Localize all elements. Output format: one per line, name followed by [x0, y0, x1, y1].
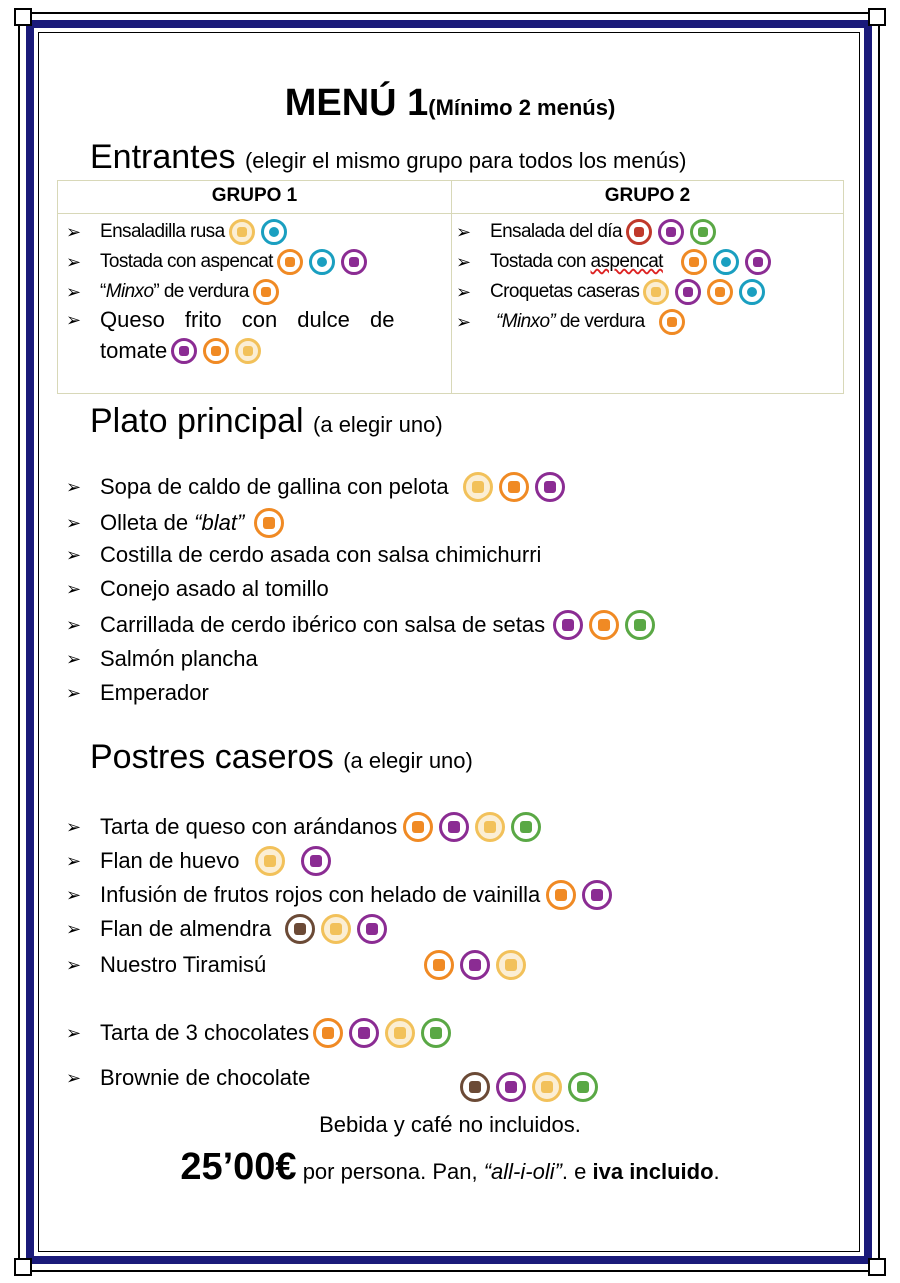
allioli-text: “all-i-oli” [483, 1159, 562, 1184]
grupo2-header: GRUPO 2 [604, 185, 691, 206]
dish-name: Emperador [100, 680, 209, 705]
purple-allergen-icon [675, 279, 701, 305]
orange-allergen-icon [313, 1018, 343, 1048]
dish-name: Queso frito con dulce de [100, 307, 395, 332]
grupo1-header: GRUPO 1 [211, 185, 298, 206]
allergen-icons [313, 1018, 451, 1048]
green-allergen-icon [421, 1018, 451, 1048]
purple-allergen-icon [349, 1018, 379, 1048]
quote-open: “ [100, 281, 106, 302]
arrow-bullet-icon: ➢ [66, 309, 82, 330]
dish-name: Salmón plancha [100, 646, 258, 671]
dish-name: Infusión de frutos rojos con helado de vainilla [100, 882, 541, 907]
arrow-bullet-icon: ➢ [66, 614, 82, 635]
arrow-bullet-icon: ➢ [66, 648, 82, 669]
arrow-bullet-icon: ➢ [66, 544, 82, 565]
price-text-sep: . e [561, 1159, 593, 1184]
dish-name-underlined: aspencat [590, 251, 663, 272]
blue-allergen-icon [261, 219, 287, 245]
list-item [456, 279, 765, 305]
green-allergen-icon [511, 812, 541, 842]
allergen-icons [403, 812, 541, 842]
yellow-allergen-icon [496, 950, 526, 980]
menu-title-main: MENÚ 1 [284, 82, 429, 124]
principal-heading [90, 402, 443, 441]
dish-name: Carrillada de cerdo ibérico con salsa de setas [100, 612, 546, 637]
postres-title: Postres caseros [90, 738, 334, 776]
purple-allergen-icon [301, 846, 331, 876]
entrantes-note: (elegir el mismo grupo para todos los menús) [244, 148, 687, 173]
list-item [456, 309, 685, 335]
arrow-bullet-icon: ➢ [66, 682, 82, 703]
dish-name: Tarta de queso con arándanos [100, 814, 398, 839]
yellow-allergen-icon [255, 846, 285, 876]
dish-name: Sopa de caldo de gallina con pelota [100, 474, 449, 499]
corner-ornament [868, 1258, 886, 1276]
allergen-icons [463, 472, 565, 502]
yellow-allergen-icon [475, 812, 505, 842]
allergen-icons [546, 880, 612, 910]
list-item [66, 646, 258, 672]
arrow-bullet-icon: ➢ [66, 1067, 82, 1088]
blue-allergen-icon [713, 249, 739, 275]
allergen-icons [643, 279, 765, 305]
dish-name: Nuestro Tiramisú [100, 952, 267, 977]
yellow-allergen-icon [321, 914, 351, 944]
dish-name: Flan de huevo [100, 848, 240, 873]
menu-title [0, 82, 900, 125]
yellow-allergen-icon [229, 219, 255, 245]
green-allergen-icon [625, 610, 655, 640]
dish-name: Brownie de chocolate [100, 1065, 311, 1090]
list-item [456, 219, 716, 245]
purple-allergen-icon [582, 880, 612, 910]
purple-allergen-icon [553, 610, 583, 640]
price: 25’00€ [180, 1146, 297, 1188]
arrow-bullet-icon: ➢ [66, 512, 82, 533]
entrantes-heading [90, 138, 686, 177]
dish-name: Costilla de cerdo asada con salsa chimichurri [100, 542, 542, 567]
dish-name: Ensaladilla rusa [100, 221, 225, 242]
dish-name [490, 251, 663, 273]
orange-allergen-icon [203, 338, 229, 364]
list-item [66, 812, 541, 842]
orange-allergen-icon [253, 279, 279, 305]
allergen-icons [171, 338, 261, 364]
brown-allergen-icon [460, 1072, 490, 1102]
orange-allergen-icon [707, 279, 733, 305]
purple-allergen-icon [439, 812, 469, 842]
yellow-allergen-icon [385, 1018, 415, 1048]
dish-name [100, 281, 249, 303]
arrow-bullet-icon: ➢ [66, 476, 82, 497]
yellow-allergen-icon [643, 279, 669, 305]
dish-name [100, 510, 244, 536]
blue-allergen-icon [309, 249, 335, 275]
green-allergen-icon [568, 1072, 598, 1102]
list-item [66, 219, 287, 245]
red-allergen-icon [626, 219, 652, 245]
allergen-icons [254, 508, 284, 538]
purple-allergen-icon [496, 1072, 526, 1102]
arrow-bullet-icon: ➢ [66, 884, 82, 905]
allergen-icons [626, 219, 716, 245]
list-item [66, 1054, 598, 1102]
orange-allergen-icon [681, 249, 707, 275]
arrow-bullet-icon: ➢ [66, 281, 82, 302]
list-item [66, 950, 526, 980]
green-allergen-icon [690, 219, 716, 245]
allergen-icons [681, 249, 771, 275]
arrow-bullet-icon: ➢ [66, 954, 82, 975]
orange-allergen-icon [277, 249, 303, 275]
allergen-icons [253, 279, 279, 305]
dish-name: Tostada con aspencat [100, 251, 273, 272]
corner-ornament [868, 8, 886, 26]
purple-allergen-icon [171, 338, 197, 364]
dish-name: tomate [100, 338, 168, 363]
corner-ornament [14, 1258, 32, 1276]
allergen-icons [285, 914, 387, 944]
orange-allergen-icon [659, 309, 685, 335]
arrow-bullet-icon: ➢ [456, 311, 472, 332]
orange-allergen-icon [403, 812, 433, 842]
allergen-icons [229, 219, 287, 245]
purple-allergen-icon [460, 950, 490, 980]
arrow-bullet-icon: ➢ [66, 251, 82, 272]
yellow-allergen-icon [235, 338, 261, 364]
drinks-note: Bebida y café no incluidos. [319, 1112, 581, 1137]
entrantes-title: Entrantes [90, 138, 236, 176]
iva-text: iva incluido [592, 1159, 714, 1184]
principal-note: (a elegir uno) [313, 412, 443, 437]
dish-name-start: Olleta de [100, 510, 195, 535]
orange-allergen-icon [546, 880, 576, 910]
list-item [66, 846, 331, 876]
entrantes-table [57, 180, 844, 394]
purple-allergen-icon [658, 219, 684, 245]
list-item-continuation [100, 338, 261, 364]
orange-allergen-icon [499, 472, 529, 502]
dish-name-rest: ” de verdura [153, 281, 249, 302]
arrow-bullet-icon: ➢ [66, 850, 82, 871]
orange-allergen-icon [424, 950, 454, 980]
yellow-allergen-icon [532, 1072, 562, 1102]
purple-allergen-icon [745, 249, 771, 275]
dish-name-italic: “blat” [194, 510, 245, 535]
arrow-bullet-icon: ➢ [456, 221, 472, 242]
blue-allergen-icon [739, 279, 765, 305]
purple-allergen-icon [341, 249, 367, 275]
list-item [66, 880, 612, 910]
arrow-bullet-icon: ➢ [66, 918, 82, 939]
dish-name-rest: de verdura [555, 311, 645, 332]
list-item [66, 542, 541, 568]
principal-title: Plato principal [90, 402, 304, 440]
list-item [66, 680, 209, 706]
arrow-bullet-icon: ➢ [456, 251, 472, 272]
orange-allergen-icon [589, 610, 619, 640]
menu-title-sub: (Mínimo 2 menús) [428, 95, 616, 120]
dish-name-italic: Minxo [105, 281, 154, 302]
table-divider [58, 213, 843, 214]
price-line [0, 1146, 900, 1189]
postres-heading [90, 738, 473, 777]
list-item [66, 914, 387, 944]
list-item [66, 576, 329, 602]
brown-allergen-icon [285, 914, 315, 944]
purple-allergen-icon [357, 914, 387, 944]
allergen-icons [277, 249, 367, 275]
purple-allergen-icon [535, 472, 565, 502]
orange-allergen-icon [254, 508, 284, 538]
price-text-end: . [713, 1159, 720, 1184]
yellow-allergen-icon [463, 472, 493, 502]
list-item [66, 610, 655, 640]
price-text: por persona. Pan, [296, 1159, 484, 1184]
arrow-bullet-icon: ➢ [456, 281, 472, 302]
allergen-icons [553, 610, 655, 640]
allergen-icons [424, 950, 526, 980]
postres-note: (a elegir uno) [343, 748, 473, 773]
dish-name: Conejo asado al tomillo [100, 576, 329, 601]
dish-name-italic: “Minxo” [496, 311, 556, 332]
arrow-bullet-icon: ➢ [66, 221, 82, 242]
allergen-icons [659, 309, 685, 335]
list-item [456, 249, 771, 275]
dish-name: Flan de almendra [100, 916, 272, 941]
arrow-bullet-icon: ➢ [66, 1022, 82, 1043]
allergen-icons [255, 846, 331, 876]
allergen-icons [460, 1072, 598, 1102]
dish-name: Croquetas caseras [490, 281, 640, 302]
list-item [66, 508, 284, 538]
dish-name-start: Tostada con [490, 251, 591, 272]
list-item [66, 307, 394, 333]
arrow-bullet-icon: ➢ [66, 816, 82, 837]
corner-ornament [14, 8, 32, 26]
list-item [66, 1018, 451, 1048]
list-item [66, 279, 279, 305]
list-item [66, 472, 565, 502]
list-item [66, 249, 367, 275]
dish-name: Ensalada del día [490, 221, 622, 242]
dish-name: Tarta de 3 chocolates [100, 1020, 310, 1045]
dish-name [496, 311, 645, 333]
arrow-bullet-icon: ➢ [66, 578, 82, 599]
